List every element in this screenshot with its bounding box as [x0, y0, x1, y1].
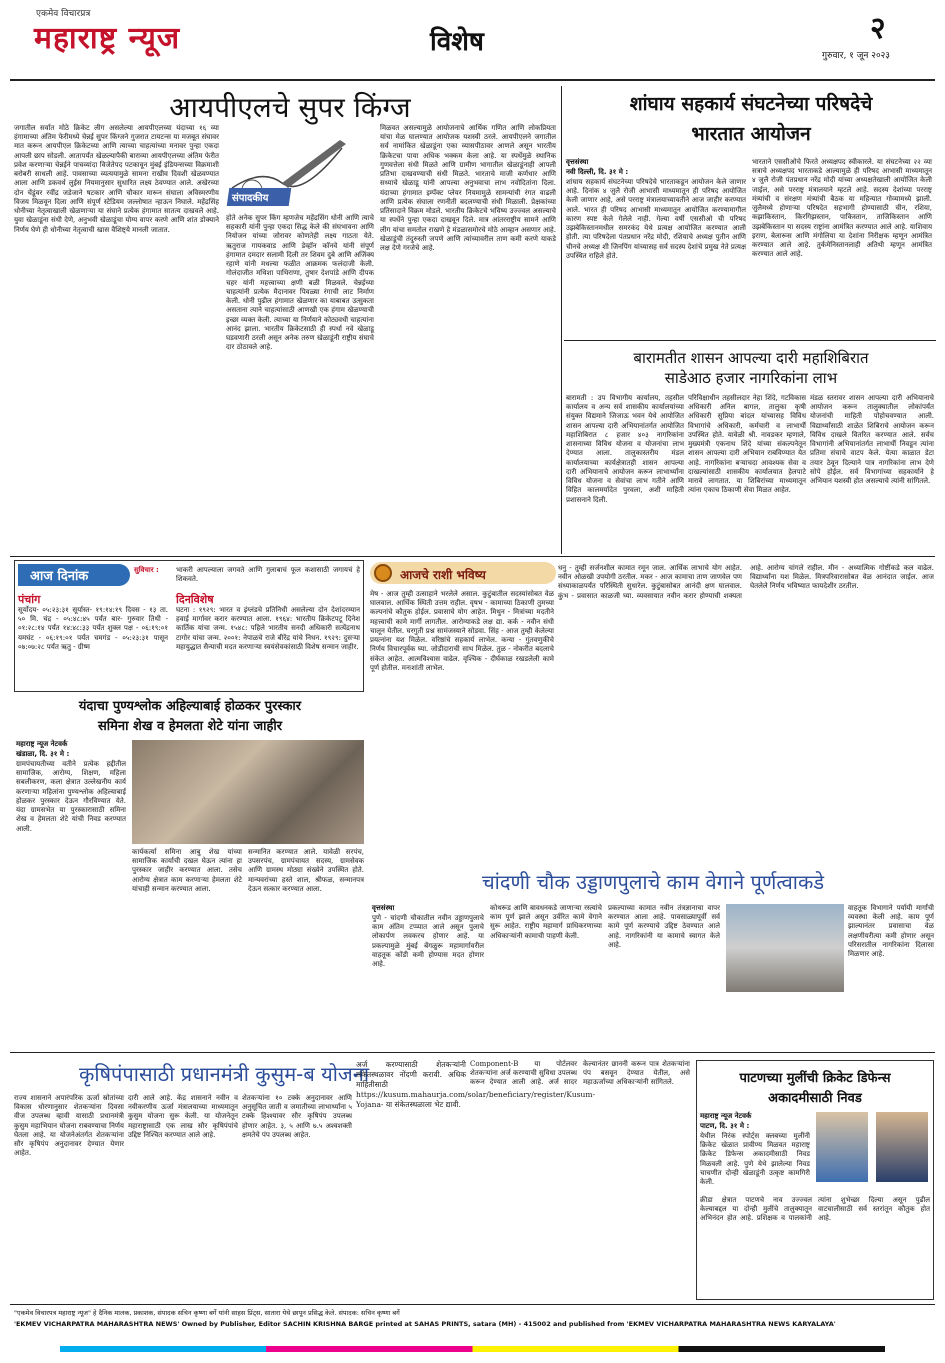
player-photo-2	[876, 1112, 928, 1182]
dinvishesh-text: घटना : १९२९: भारत व इंग्लंडचे प्रतिनिधी असलेल्या दोन देशांदरम्यान हवाई मार्गावर करार करण्यात आला. १९६४: भारतीय क्रिकेटपटू दिनेश कार्तिक यांचा जन्म. १५४८: पहिले भारतीय सनदी अधिकारी सत्येंद्रनाथ टागोर यांचा जन्म. २००१: नेपाळचे राजे बीरेंद्र यांचे निधन. १९२९: दुसऱ्या महायुद्धात सैन्याची मदत करणाऱ्या स्वयंसेवकांसाठी विशेष सन्मान जाहीर.	[176, 606, 360, 651]
panchang-text: सूर्योदय- ०५:२३:३१ सूर्यास्त- १९:१४:१९ दिवस - १३ ता. ५० मि. चंद्र - ०५:४८:४५ पर्यंत बार- गुरुवार तिथी - ०१:२८:१४ पर्यंत १४:४८:३३ पर्यंत शुक्ल पक्ष - ०६:१९:०१ यमघंट - ०६:१९:०१ पर्यंत चमगंड - ०५:२३:३१ पासून ०७:०७:२८ पर्यंत ऋतु - ग्रीष्म	[18, 606, 168, 651]
shanghai-col-1: शांघाय सहकार्य संघटनेच्या परिषदेचे भारताकडून आयोजन केले जाणार आहे. दिनांक ४ जुलै रोजी आभासी माध्यमातून ही परिषद आयोजित केली जाणार आहे, असे परराष्ट्र मंत्रालयाच्यावतीने आज जाहीर करण्यात आले. भारत ही परिषद आभासी माध्यमातून आयोजित करण्यामागील कारण स्पष्ट केले गेलेले नाही. गेल्या वर्षी एससीओ ची परिषद उझबेकिस्तानमधील समरकंद येथे प्रत्यक्ष आयोजित करण्यात आली होती. त्या परिषदेला पंतप्रधान नरेंद्र मोदी, रशियाचे अध्यक्ष पुतीन आणि चीनचे अध्यक्ष शी जिनपिंग यांच्यासह सर्व सदस्य देशांचे प्रमुख नेते प्रत्यक्ष उपस्थित राहिले होते.	[566, 178, 746, 260]
shanghai-dateline: वृत्तसंस्था	[566, 158, 589, 166]
masthead-rule	[10, 79, 935, 81]
footer-line-1: "एकमेव विचारपत्र महाराष्ट्र न्यूज" हे दैनिक मालक, प्रकाशक, संपादक सचिन कृष्णा बर्गे यांनी साहस प्रिंट्स, सातारा येथे छापून प्रसिद्ध केले. संपादक: सचिन कृष्णा बर्गे	[14, 1309, 400, 1317]
rashi-title: आजचे राशी भविष्य	[400, 568, 486, 582]
cricket-headline-1: पाटणच्या मुलींची क्रिकेट डिफेन्स	[739, 1071, 891, 1086]
ahilya-dateline: खंडाळा, दि. ३१ मे :	[16, 750, 70, 758]
masthead-date: गुरुवार, १ जून २०२३	[822, 51, 890, 61]
ipl-col-2: होते अनेक सुपर किंग म्हणजेच महेंद्रसिंग धोनी आणि त्याचे सहकारी यांनी पुन्हा एकदा सिद्ध केले की संघभावना आणि नियोजन यांच्या जोरावर कोणतेही लक्ष्य गाठता येते. ऋतुराज गायकवाड आणि डेव्हॉन कॉनवे यांनी संपूर्ण हंगामात दमदार सलामी दिली तर शिवम दुबे आणि अजिंक्य रहाणे यांनी मधल्या फळीत आक्रमक फलंदाजी केली. गोलंदाजीत मथिशा पाथिराणा, तुषार देशपांडे आणि दीपक चहर यांनी महत्त्वाच्या क्षणी बळी मिळवले. चेन्नईच्या चाहत्यांनी प्रत्येक मैदानावर पिवळ्या रंगाची लाट निर्माण केली. धोनी पुढील हंगामात खेळणार का याबाबत उत्सुकता असताना त्याने चाहत्यांसाठी आणखी एक हंगाम खेळण्याची इच्छा व्यक्त केली. त्याच्या या निर्णयाने कोट्यवधी चाहत्यांना आनंद झाला. भारतीय क्रिकेटसाठी ही स्पर्धा नवे खेळाडू घडवणारी ठरली असून अनेक तरुण खेळाडूंनी राष्ट्रीय संघाचे दार ठोठावले आहे.	[226, 214, 374, 352]
kusum-col-3: शेतकऱ्यांना १० टक्के अनुदानावर आणि अनुसूचित जाती व जमातीच्या लाभार्थ्यांना ५ टक्के हिश्श्यावर सौर कृषिपंप उपलब्ध होणार आहेत. ३, ५ आणि ७.५ अश्वशक्ती क्षमतेचे पंप उपलब्ध आहेत.	[242, 1094, 352, 1139]
ahilya-headline-1: यंदाचा पुण्यश्लोक अहिल्याबाई होळकर पुरस्कार	[78, 699, 302, 714]
editorial-badge-label: संपादकीय	[232, 193, 269, 204]
ipl-headline: आयपीएलचे सुपर किंग्ज	[169, 91, 411, 124]
kusum-col-4: अर्ज करण्यासाठी शेतकऱ्यांनी संकेतस्थळावर नोंदणी करावी. अधिक माहितीसाठी https://kusum.mahaurja.com/solar/beneficiary/register/Kusum-Yojana- या संकेतस्थळाला भेट द्यावी.	[356, 1060, 595, 1109]
baramati-col-3: मंडळ स्तरावर शासन आपल्या दारी अभियानाचे आयोजन करून तालुक्यातील लोकांपर्यंत योजनांची माहिती पोहोचवण्यात आली. विद्यार्थ्यांसाठी शाळेत शिबिराचे आयोजन करून विविध दाखले वितरित करण्यात आले. सर्वच विभागांनी अभियानांतर्गत लाभार्थी निवडून त्यांना प्रतिमा संचाचे वाटप केले. येत्या काळात डेटा तयार ठेवून दिल्याने पात्र नागरिकांना लाभ देणे सोपे होईल. सर्व विभागांच्या सहकार्याने हे अभियान यशस्वी होत असल्याचे त्यांनी सांगितले.	[810, 394, 934, 486]
zodiac-icon	[374, 564, 392, 582]
panchang-label: पंचांग	[18, 593, 41, 606]
cricket-col-2: क्रीडा क्षेत्रात पाटणचे नाव उज्ज्वल केल्याबद्दल या दोन्ही मुलींचे तालुक्यातून अभिनंदन होत आहे. प्रशिक्षक व पालकांनी त्यांना शुभेच्छा दिल्या असून पुढील वाटचालीसाठी सर्व स्तरांतून कौतुक होत आहे.	[700, 1196, 930, 1223]
rashi-text-2: धनु - तुम्ही सर्जनशील कामात रमून जाल. आर्थिक लाभाचे योग आहेत. नवीन ओळखी उपयोगी ठरतील. मकर - आज कामाचा ताण जाणवेल पण संध्याकाळपर्यंत परिस्थिती सुधारेल. कुटुंबासोबत आनंदी क्षण घालवाल. कुंभ - प्रवासात काळजी घ्या. व्यवसायात नवीन करार होण्याची शक्यता आहे. आरोग्य चांगले राहील. मीन - अध्यात्मिक गोष्टींकडे कल वाढेल. विद्यार्थ्यांना यश मिळेल. मित्रपरिवारासोबत वेळ आनंदात जाईल. आज घेतलेले निर्णय भविष्यात फायदेशीर ठरतील.	[558, 564, 934, 600]
shanghai-headline-2: भारतात आयोजन	[691, 123, 811, 145]
kusum-col-5: Component-B या पोर्टलवर शेतकऱ्यांना अर्ज करण्याची सुविधा उपलब्ध करून देण्यात आली आहे. अर्ज सादर केल्यानंतर छाननी करून पात्र शेतकऱ्यांना पंप बसवून देण्यात येतील, असे महाऊर्जाच्या अधिकाऱ्यांनी सांगितले.	[470, 1060, 690, 1087]
ipl-col-1: जगातील सर्वात मोठे क्रिकेट लीग असलेल्या आयपीएलच्या यंदाच्या १६ व्या हंगामाच्या अंतिम फेरीमध्ये चेन्नई सुपर किंग्जने गुजरात टायटन्स या मजबूत संघावर मात करून आयपीएल क्रिकेटच्या आणि त्याच्या चाहत्यांच्या मनावर पुन्हा एकदा आपली छाप सोडली. आतापर्यंत खेळल्यापैकी बाराव्या आयपीएलच्या अंतिम फेरीत प्रवेश करणाऱ्या चेन्नईने पाचव्यांदा विजेतेपद पटकावून मुंबई इंडियन्सच्या विक्रमाशी बरोबरी साधली आहे. पावसाच्या व्यत्ययामुळे सामना राखीव दिवशी खेळवण्यात आला आणि डकवर्थ लुईस नियमानुसार सुधारित लक्ष्य ठेवण्यात आले. अखेरच्या दोन चेंडूंवर रवींद्र जडेजाने षटकार आणि चौकार मारून संघाला अविस्मरणीय विजय मिळवून दिला आणि संपूर्ण स्टेडियम जल्लोषात न्हाऊन निघाले. महेंद्रसिंह धोनीच्या नेतृत्वाखाली खेळणाऱ्या या संघाने प्रत्येक हंगामात सातत्य दाखवले आहे. युवा खेळाडूंना संधी देणे, अनुभवी खेळाडूंचा योग्य वापर करणे आणि शांत डोक्याने निर्णय घेणे ही धोनीच्या नेतृत्वाची खास वैशिष्ट्ये मानली जातात.	[14, 124, 219, 234]
player-photo-1	[816, 1112, 868, 1182]
flyover-photo	[726, 904, 844, 992]
color-bar	[60, 1346, 885, 1352]
chandani-col-1: पुणे - चांदणी चौकातील नवीन उड्डाणपुलाचे काम अंतिम टप्प्यात आले असून पुलाचे लोकार्पण लवकरच होणार आहे. या प्रकल्पामुळे मुंबई बेंगळुरू महामार्गावरील वाहतूक कोंडी कमी होण्यास मदत होणार आहे.	[372, 914, 484, 969]
chandani-col-2: कोथरूड आणि बावधनकडे जाणाऱ्या रस्त्यांचे काम पूर्ण झाले असून उर्वरित कामे वेगाने सुरू आहेत. राष्ट्रीय महामार्ग प्राधिकरणाच्या अधिकाऱ्यांनी कामाची पाहणी केली.	[490, 904, 602, 940]
baramati-col-2: परिविक्षाधीन तहसीलदार नेहा शिंदे, गटविकास अधिकारी अनिल बागल, तालुका कृषी अधिकारी सुप्रिया बांदल यांच्यासह विविध विभागांचे अधिकारी, कर्मचारी व लाभार्थी उपस्थित होते. यावेळी श्री. नावडकर म्हणाले, मुख्यमंत्री एकनाथ शिंदे यांच्या संकल्पनेतून शासन आपल्या दारी अभियान राबविण्यात येत आहे. नागरिकांना बऱ्याचदा आवश्यक सेवा व दाखल्यांसाठी शासकीय कार्यालयात हेलपाटे मारावे लागतात. या शिबिरांच्या माध्यमातून त्यांना एकाच ठिकाणी सेवा मिळत आहेत.	[688, 394, 806, 495]
cricket-col-1: येथील निरंक स्पोर्ट्स क्लबच्या मुलींनी क्रिकेट खेळात प्रावीण्य मिळवत महाराष्ट्र क्रिकेट डिफेन्स अकादमीसाठी निवड मिळवली आहे. पुणे येथे झालेल्या निवड चाचणीत दोन्ही खेळाडूंनी उत्कृष्ट कामगिरी केली.	[700, 1132, 810, 1187]
ahilya-byline: महाराष्ट्र न्यूज नेटवर्क	[16, 740, 68, 748]
cricket-headline-2: अकादमीसाठी निवड	[768, 1091, 862, 1106]
kusum-col-2: दारी आले आहे. केंद्र शासनाने नवीन व नवीकरणीय ऊर्जा मंत्रालयाच्या माध्यमातून कुसुम योजना सुरू केली. या योजनेतून महाराष्ट्रासाठी एक लाख सौर कृषिपंपांचे उद्दिष्ट निश्चित करण्यात आले आहे.	[128, 1094, 238, 1139]
shanghai-divider	[564, 340, 936, 341]
ahilya-col-2: कार्यकर्त्या समिना आबु शेख यांच्या सामाजिक कार्याची दखल घेऊन त्यांना हा पुरस्कार जाहीर करण्यात आला. तसेच आरोग्य क्षेत्रात काम करणाऱ्या हेमलता शेटे यांचाही सन्मान करण्यात आला.	[132, 848, 242, 893]
footer-line-2: 'EKMEV VICHARPATRA MAHARASHTRA NEWS' Owned by Publisher, Editor SACHIN KRISHNA BARGE printed at SAHAS PRINTS, satara (MH) - 415002 and published from 'EKMEV VICHARPATRA MAHARASHTRA NEWS KARYALAYA'	[14, 1320, 836, 1328]
ipl-divider	[561, 86, 562, 554]
aaj-dinank-title: आज दिनांक	[30, 569, 89, 584]
baramati-col-1: बारामती : उप विभागीय कार्यालय, तहसील कार्यालय व अन्य सर्व शासकीय कार्यालयांच्या संयुक्त विद्यमाने जिजाऊ भवन येथे आयोजित शासन आपल्या दारी अभियानांतर्गत आयोजित महाशिबिरात ८ हजार ४०३ नागरिकांना शासनाच्या विविध योजना व योजनांचा लाभ देण्यात आला. तालुकास्तरीय मंडल कार्यालयाच्या कार्यक्षेत्रातही शासन आपल्या दारी अभियानाचे आयोजन करून लाभार्थ्यांना विविध योजना व सेवांचा लाभ गतीने आणि विहित कालमर्यादेत पुरवला, अशी माहिती प्रशासनाने दिली.	[566, 394, 684, 504]
rashi-text: मेष - आज तुम्ही उत्साहाने भरलेले असाल. कुटुंबातील सदस्यांसोबत वेळ घालवाल. आर्थिक स्थिती उत्तम राहील. वृषभ - कामाच्या ठिकाणी तुमच्या कल्पनांचे कौतुक होईल. प्रवासाचे योग आहेत. मिथुन - मित्रांच्या मदतीने महत्त्वाची कामे मार्गी लागतील. आरोग्याकडे लक्ष द्या. कर्क - नवीन संधी चालून येतील. घरगुती प्रश्न सामंजस्याने सोडवा. सिंह - आज तुम्ही केलेल्या प्रयत्नांना यश मिळेल. वरिष्ठांचे सहकार्य लाभेल. कन्या - गुंतवणुकीचे निर्णय विचारपूर्वक घ्या. जोडीदाराची साथ मिळेल. तुळ - नोकरीत बदलाचे संकेत आहेत. आत्मविश्वास वाढेल. वृश्चिक - दीर्घकाळ रखडलेली कामे पूर्ण होतील. मनःशांती लाभेल.	[370, 590, 554, 672]
section-rule-2	[10, 1052, 935, 1053]
chandani-col-4: वाहतूक विभागाने पर्यायी मार्गांची व्यवस्था केली आहे. काम पूर्ण झाल्यानंतर प्रवासाचा वेळ लक्षणीयरीत्या कमी होणार असून परिसरातील नागरिकांना दिलासा मिळणार आहे.	[848, 904, 934, 959]
page-number: २	[870, 11, 886, 46]
cricket-dateline: पाटण, दि. ३१ मे :	[700, 1122, 750, 1130]
chandani-dateline: वृत्तसंस्था	[372, 904, 395, 912]
cricket-byline: महाराष्ट्र न्यूज नेटवर्क	[700, 1112, 752, 1120]
masthead-tagline: एकमेव विचारप्रत्र	[36, 9, 91, 19]
chandani-headline: चांदणी चौक उड्डाणपुलाचे काम वेगाने पूर्णत्वाकडे	[481, 870, 825, 894]
section-rule-1	[10, 556, 935, 557]
shanghai-dateline-2: नवी दिल्ली, दि. ३१ मे :	[566, 168, 629, 176]
masthead	[0, 0, 945, 78]
ahilya-col-1: ग्रामपंचायतीच्या वतीने प्रत्येक हद्दीतील सामाजिक, आरोग्य, शिक्षण, महिला सबलीकरण, कला क्षेत्रात उल्लेखनीय कार्य करणाऱ्या महिलांना पुण्यश्लोक अहिल्याबाई होळकर पुरस्कार देऊन गौरविण्यात येते. यंदा ग्रामसभेत या पुरस्कारासाठी समिना शेख व हेमलता शेटे यांची निवड करण्यात आली.	[16, 760, 126, 833]
baramati-headline-2: साडेआठ हजार नागरिकांना लाभ	[664, 369, 838, 387]
suvichar-label: सुविचार :	[134, 566, 159, 574]
award-photo	[132, 740, 364, 844]
shanghai-headline-1: शांघाय सहकार्य संघटनेच्या परिषदेचे	[629, 93, 873, 115]
dinvishesh-label: दिनविशेष	[176, 593, 214, 606]
chandani-col-3: प्रकल्पाच्या कामात नवीन तंत्रज्ञानाचा वापर करण्यात आला आहे. पावसाळ्यापूर्वी सर्व कामे पूर्ण करण्याचे उद्दिष्ट ठेवण्यात आले आहे. नागरिकांनी या कामाचे स्वागत केले आहे.	[608, 904, 720, 949]
kusum-col-1: राज्य शासनाने अपारंपरिक ऊर्जा स्रोतांच्या विकास धोरणानुसार शेतकऱ्यांना दिवसा वीज उपलब्ध व्हावी यासाठी प्रधानमंत्री कुसुम महाभियान योजना राबवण्याचा निर्णय घेतला आहे. या योजनेअंतर्गत शेतकऱ्यांना सौर कृषिपंप अनुदानावर देण्यात येणार आहेत.	[14, 1094, 124, 1158]
ahilya-headline-2: समिना शेख व हेमलता शेटे यांना जाहीर	[97, 719, 283, 734]
ahilya-col-3: सन्मानित करण्यात आले. यावेळी सरपंच, उपसरपंच, ग्रामपंचायत सदस्य, ग्रामसेवक आणि ग्रामस्थ मोठ्या संख्येने उपस्थित होते. मान्यवरांच्या हस्ते शाल, श्रीफळ, सन्मानपत्र देऊन सत्कार करण्यात आला.	[248, 848, 364, 893]
suvichar-text: भाकरी आपल्याला जगवते आणि गुलाबाचं फूल कशासाठी जगायचं हे शिकवते.	[176, 566, 360, 584]
kusum-headline: कृषिपंपासाठी प्रधानमंत्री कुसुम-ब योजना	[78, 1062, 370, 1086]
shanghai-col-2: भारताने एससीओचे फिरते अध्यक्षपद स्वीकारले. या संघटनेच्या २२ व्या सत्राचे अध्यक्षपद भारताकडे आल्यामुळे ही परिषद आभासी माध्यमातून ४ जुलै रोजी पंतप्रधान नरेंद्र मोदी यांच्या अध्यक्षतेखाली आयोजित केली जाईल, असे परराष्ट्र मंत्रालयाने म्हटले आहे. सदस्य देशांच्या परराष्ट्र मंत्र्यांची व संरक्षण मंत्र्यांची बैठक या महिन्यात गोव्यामध्ये झाली. जुलैमध्ये होणाऱ्या परिषदेत सहभागी होण्यासाठी चीन, रशिया, कझाकिस्तान, किरगिझस्तान, पाकिस्तान, ताजिकिस्तान आणि उझबेकिस्तान या सदस्य राष्ट्रांना आमंत्रित करण्यात आले आहे. याशिवाय इराण, बेलारूस आणि मंगोलिया या देशांना निरीक्षक म्हणून आमंत्रित करण्यात आले आहे. तुर्कमेनिस्तानलाही अतिथी म्हणून आमंत्रित करण्यात आले आहे.	[752, 158, 932, 259]
ipl-col-3: मिळवत असल्यामुळे आयोजनाचे आर्थिक गणित आणि लोकप्रियता यांचा मेळ घालण्यात आयोजक यशस्वी ठरले. आयपीएलने जगातील सर्व नामांकित खेळाडूंना एका व्यासपीठावर आणले असून भारतीय क्रिकेटचा पाया अधिक भक्कम केला आहे. या स्पर्धेमुळे स्थानिक गुणवत्तेला संधी मिळते आणि ग्रामीण भागातील खेळाडूंनाही आपली प्रतिभा दाखवण्याची संधी मिळते. भारताचे माजी कर्णधार आणि सध्याचे खेळाडू यांनी आपल्या अनुभवाचा लाभ नवोदितांना दिला. यंदाच्या हंगामात इम्पॅक्ट प्लेयर नियमामुळे सामन्यांची रंगत वाढली आणि प्रत्येक संघाला रणनीती बदलण्याची संधी मिळाली. प्रेक्षकांच्या प्रतिसादाने विक्रम मोडले. भारतीय क्रिकेटचे भविष्य उज्ज्वल असल्याचे या स्पर्धेने पुन्हा एकदा दाखवून दिले. मात्र आंतरराष्ट्रीय सामने आणि लीग यांचा समतोल राखणे हे मंडळासमोरचे मोठे आव्हान असणार आहे. खेळाडूंची तंदुरुस्ती जपणे आणि त्यांच्यावरील ताण कमी करणे याकडे लक्ष देणे गरजेचे आहे.	[380, 124, 556, 253]
footer-rule	[10, 1304, 935, 1305]
masthead-section: विशेष	[430, 27, 484, 57]
baramati-headline-1: बारामतीत शासन आपल्या दारी महाशिबिरात	[633, 349, 869, 367]
masthead-name: महाराष्ट्र न्यूज	[34, 21, 181, 56]
